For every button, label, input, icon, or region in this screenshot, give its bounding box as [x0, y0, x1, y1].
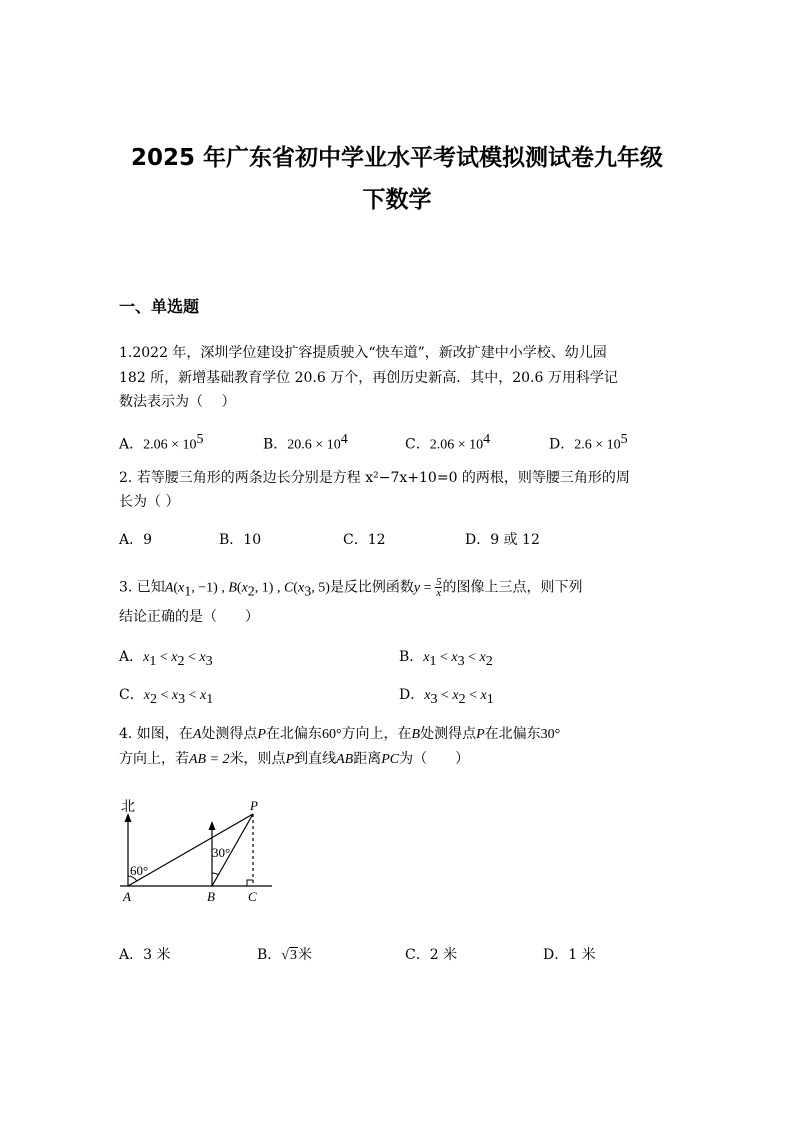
q3-points: A — [164, 580, 174, 596]
q4-option-d[interactable]: D．1 米 — [543, 947, 596, 963]
label-north: 北 — [121, 800, 135, 815]
q3-option-c[interactable]: C．$x_2 < x_3 < x_1$ — [119, 687, 214, 707]
label-p: P — [250, 798, 258, 813]
q1-line1: 1.2022 年，深圳学位建设扩容提质驶入“快车道”，新改扩建中小学校、幼儿园 — [119, 345, 607, 361]
q1-option-b[interactable]: B．$20.6 \times 10^4$ — [263, 432, 348, 453]
q3-option-d[interactable]: D．$x_3 < x_2 < x_1$ — [399, 687, 494, 707]
q3-fraction: $\frac{5}{x}$ — [435, 576, 442, 599]
label-60: 60° — [130, 863, 149, 878]
label-a: A — [123, 889, 131, 904]
q1-option-d[interactable]: D．$2.6 \times 10^5$ — [549, 432, 628, 453]
q1-option-c[interactable]: C．$2.06 \times 10^4$ — [405, 432, 491, 453]
q4-line2: 方向上，若AB = 2米，则点P到直线AB距离PC为（ ） — [119, 751, 470, 767]
sqrt-symbol: √3 — [281, 948, 297, 963]
q4-line1: 4. 如图，在A处测得点P在北偏东60°方向上，在B处测得点P在北偏东30° — [119, 726, 561, 742]
q2-option-d[interactable]: D．9 或 12 — [465, 532, 540, 548]
q4-geometry-figure — [110, 795, 285, 910]
label-30: 30° — [212, 845, 231, 860]
q2-line2: 长为（ ） — [119, 494, 180, 510]
q1-option-a[interactable]: A．$2.06 \times 10^5$ — [119, 432, 204, 453]
page-title-line1: 2025 年广东省初中学业水平考试模拟测试卷九年级 — [130, 145, 664, 171]
q1-line3: 数法表示为（ ） — [119, 394, 236, 410]
label-b: B — [207, 889, 215, 904]
section-heading: 一、单选题 — [119, 297, 200, 316]
arrow-head-b-icon — [209, 821, 216, 830]
q4-option-c[interactable]: C．2 米 — [405, 947, 458, 963]
label-c: C — [248, 889, 257, 904]
q2-line1: 2. 若等腰三角形的两条边长分别是方程 x²−7x+10=0 的两根，则等腰三角形的周 — [119, 470, 630, 486]
q2-option-a[interactable]: A．9 — [119, 532, 153, 548]
q3-option-a[interactable]: A．$x_1 < x_2 < x_3$ — [119, 649, 213, 669]
q3-option-b[interactable]: B．$x_1 < x_3 < x_2$ — [399, 649, 493, 669]
q4-option-a[interactable]: A．3 米 — [119, 947, 171, 963]
angle-arc-30 — [212, 873, 218, 875]
q1-line2: 182 所，新增基础教育学位 20.6 万个，再创历史新高．其中，20.6 万用科学记 — [119, 370, 618, 386]
q2-option-c[interactable]: C．12 — [343, 532, 386, 548]
right-angle-mark — [247, 880, 253, 886]
page-title-line2: 下数学 — [362, 187, 432, 213]
q4-option-b[interactable]: B．√3米 — [257, 947, 312, 963]
q2-option-b[interactable]: B．10 — [219, 532, 262, 548]
q3-line2: 结论正确的是（ ） — [119, 609, 259, 625]
q3-line1: 3. 已知$A(x_1$, −1) , $B(x_2$, 1) , $C(x_3$, 5)是反比例函数y = $\frac{5}{x}$ 的图像上三点，则下列 — [119, 576, 583, 600]
